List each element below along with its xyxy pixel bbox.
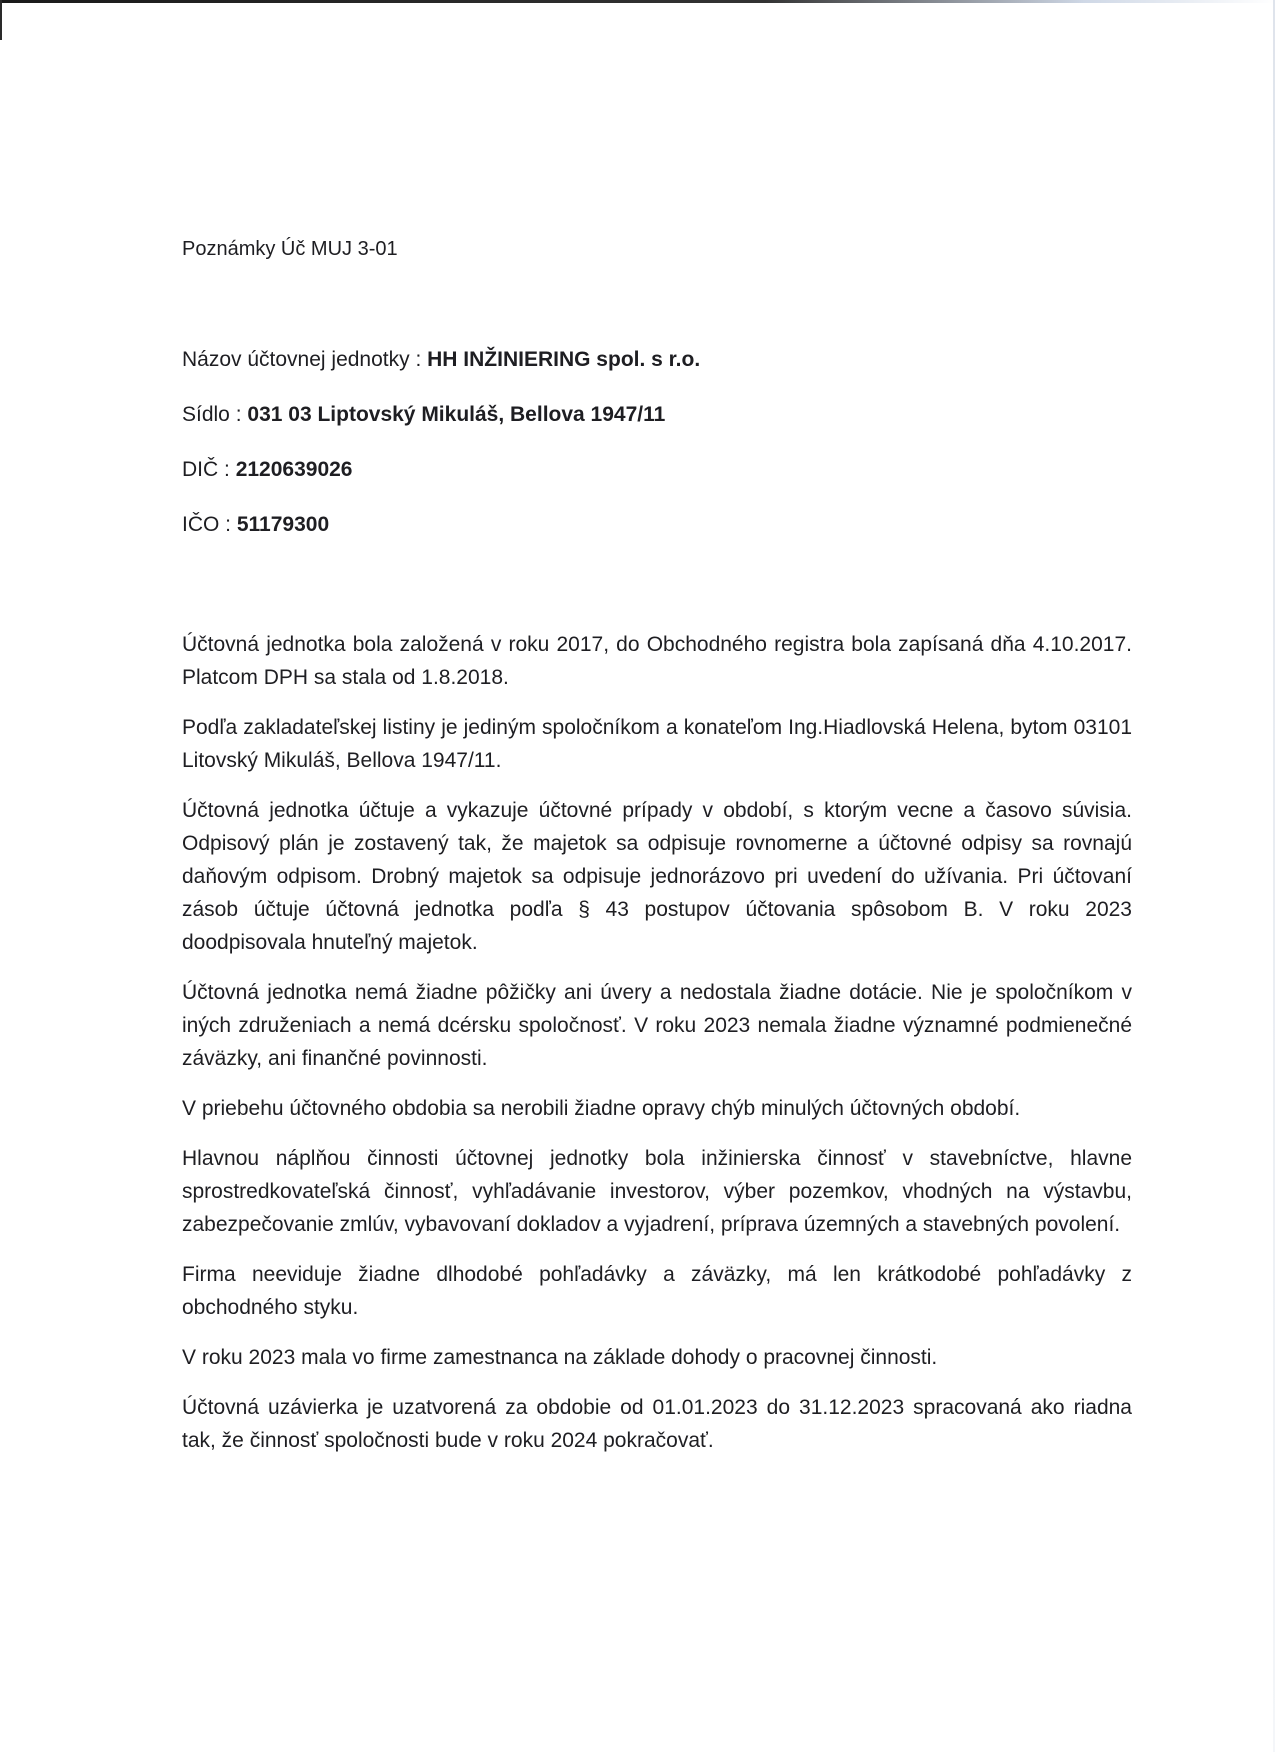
seat-row <box>182 398 1132 432</box>
entity-name-value: HH INŽINIERING spol. s r.o. <box>427 348 701 371</box>
identification-block <box>182 343 1132 542</box>
scan-edge-top <box>0 0 1275 3</box>
seat-value: 031 03 Liptovský Mikuláš, Bellova 1947/11 <box>247 403 666 426</box>
ico-label: IČO : <box>182 513 232 536</box>
seat-label: Sídlo : <box>182 403 242 426</box>
paragraph-receivables: Firma neeviduje žiadne dlhodobé pohľadávky a záväzky, má len krátkodobé pohľadávky z obchodného styku. <box>182 1263 1132 1319</box>
ico-row <box>182 508 1132 542</box>
dic-row <box>182 453 1132 487</box>
dic-value: 2120639026 <box>235 458 353 481</box>
paragraph-accounting-policy: Účtovná jednotka účtuje a vykazuje účtovné prípady v období, s ktorým vecne a časovo súvisia. Odpisový plán je zostavený tak, že majetok sa odpisuje rovnomerne a účtovné odpisy sa rovnajú daňovým odpisom. Drobný majetok sa odpisuje jednorázovo pri uvedení do užívania. Pri účtovaní zásob účtuje účtovná jednotka podľa § 43 postupov účtovania spôsobom B. V roku 2023 doodpisovala hnuteľný majetok. <box>182 799 1132 954</box>
document-code: Poznámky Úč MUJ 3-01 <box>182 238 398 260</box>
ico-value: 51179300 <box>236 513 330 536</box>
paragraph-employees: V roku 2023 mala vo firme zamestnanca na základe dohody o pracovnej činnosti. <box>182 1346 938 1369</box>
entity-name-row <box>182 343 1132 377</box>
paragraph-founding: Účtovná jednotka bola založená v roku 2017, do Obchodného registra bola zapísaná dňa 4.10.2017. Platcom DPH sa stala od 1.8.2018. <box>182 633 1132 689</box>
paragraph-owner: Podľa zakladateľskej listiny je jediným spoločníkom a konateľom Ing.Hiadlovská Helena, bytom 03101 Litovský Mikuláš, Bellova 1947/11. <box>182 716 1132 772</box>
paragraph-closing: Účtovná uzávierka je uzatvorená za obdobie od 01.01.2023 do 31.12.2023 spracovaná ako riadna tak, že činnosť spoločnosti bude v roku 2024 pokračovať. <box>182 1396 1132 1452</box>
paragraph-corrections: V priebehu účtovného obdobia sa nerobili žiadne opravy chýb minulých účtovných období. <box>182 1097 1021 1120</box>
document-page <box>182 238 1132 1474</box>
dic-label: DIČ : <box>182 458 230 481</box>
notes-body <box>182 628 1132 1457</box>
paragraph-main-activity: Hlavnou náplňou činnosti účtovnej jednotky bola inžinierska činnosť v stavebníctve, hlavne sprostredkovateľská činnosť, vyhľadávanie investorov, výber pozemkov, vhodných na výstavbu, zabezpečovanie zmlúv, vybavovaní dokladov a vyjadrení, príprava územných a stavebných povolení. <box>182 1147 1132 1236</box>
entity-name-label: Názov účtovnej jednotky : <box>182 348 422 371</box>
scan-edge-left <box>0 0 2 40</box>
paragraph-loans: Účtovná jednotka nemá žiadne pôžičky ani úvery a nedostala žiadne dotácie. Nie je spoločníkom v iných združeniach a nemá dcérsku spoločnosť. V roku 2023 nemala žiadne významné podmienečné záväzky, ani finančné povinnosti. <box>182 981 1132 1070</box>
